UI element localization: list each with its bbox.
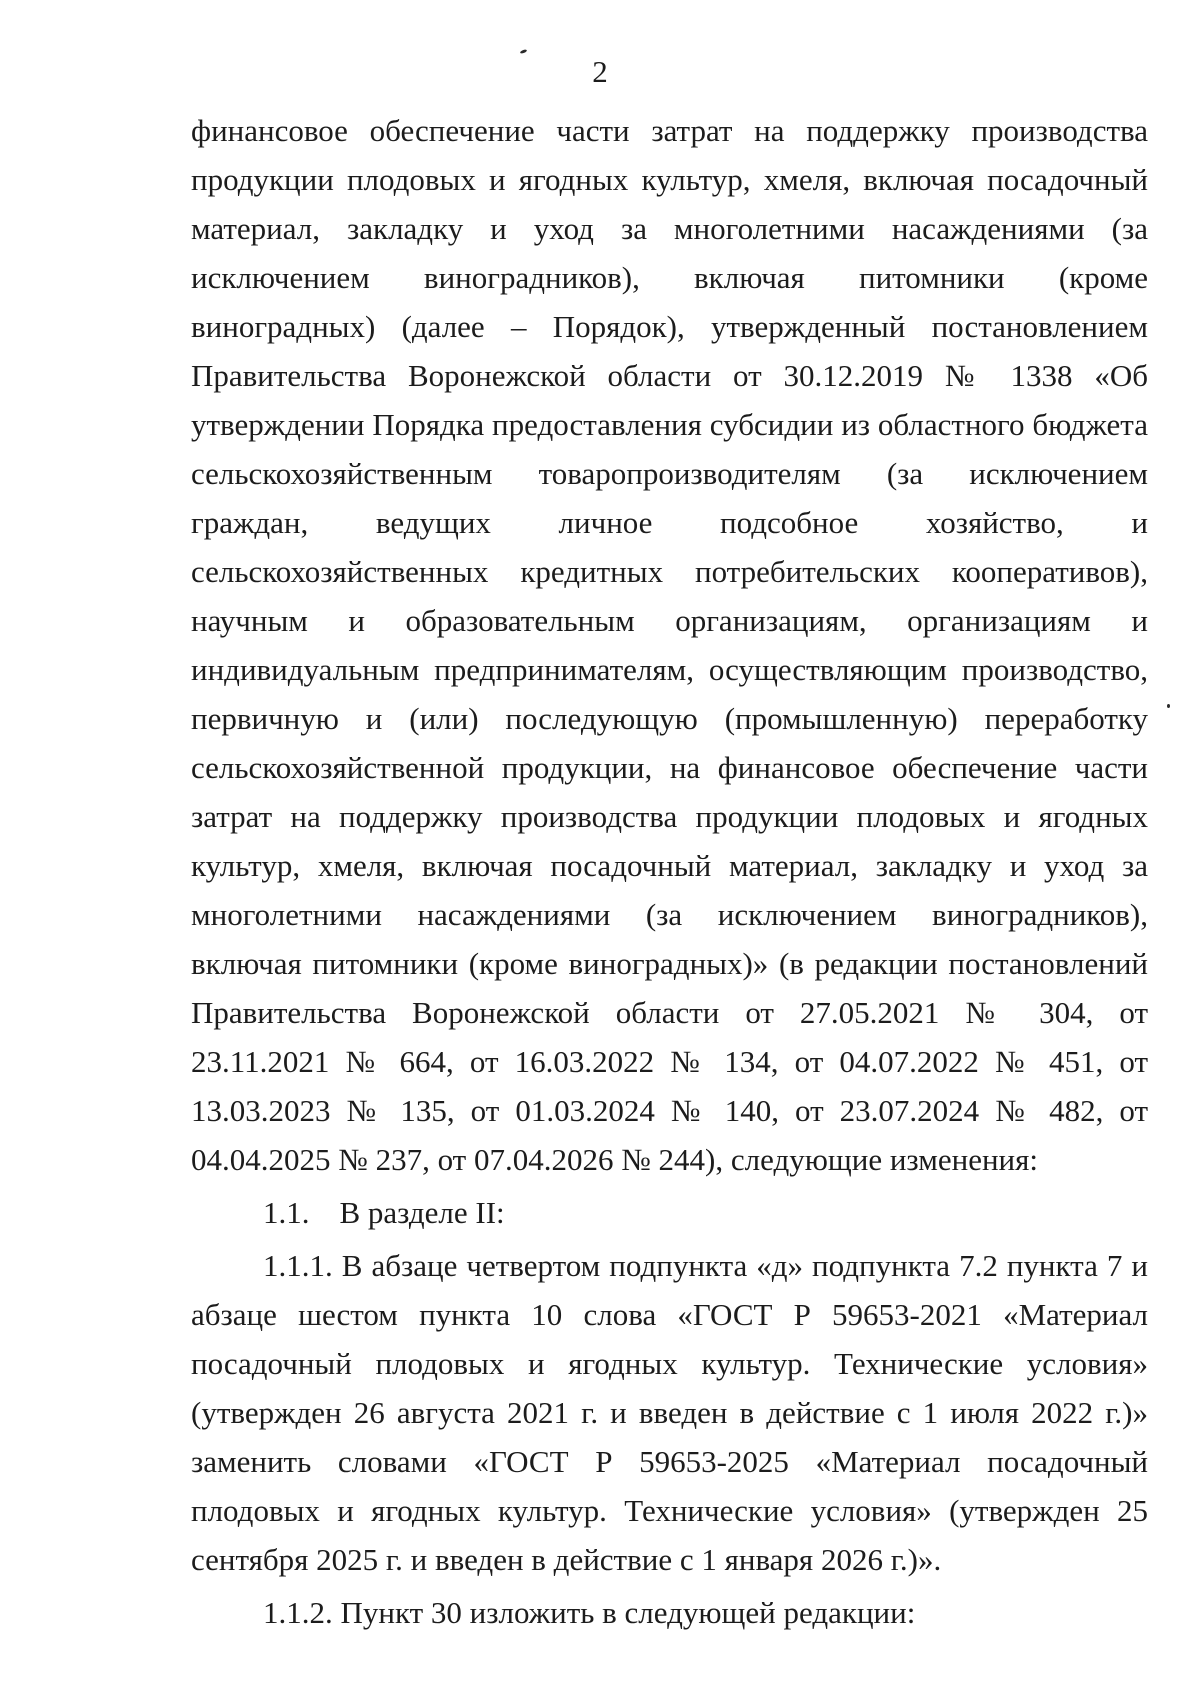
clause-1-1 [191, 1188, 1148, 1237]
clause-text: В разделе II: [339, 1195, 505, 1230]
page-number: 2 [592, 54, 608, 89]
document-body [191, 106, 1148, 1637]
clause-1-1-2: 1.1.2. Пункт 30 изложить в следующей редакции: [263, 1595, 916, 1630]
intro-paragraph: финансовое обеспечение части затрат на поддержку производства продукции плодовых и ягодных культур, хмеля, включая посадочный материал, закладку и уход за многолетними насаждениями (за исключением виноградников), включая питомники (кроме виноградных) (далее – Порядок), утвержденный постановлением Правительства Воронежской области от 30.12.2019 № 1338 «Об утверждении Порядка предоставления субсидии из областного бюджета сельскохозяйственным товаропроизводителям (за исключением граждан, ведущих личное подсобное хозяйство, и сельскохозяйственных кредитных потребительских кооперативов), научным и образовательным организациям, организациям и индивидуальным предпринимателям, осуществляющим производство, первичную и (или) последующую (промышленную) переработку сельскохозяйственной продукции, на финансовое обеспечение части затрат на поддержку производства продукции плодовых и ягодных культур, хмеля, включая посадочный материал, закладку и уход за многолетними насаждениями (за исключением виноградников), включая питомники (кроме виноградных)» (в редакции постановлений Правительства Воронежской области от 27.05.2021 № 304, от 23.11.2021 № 664, от 16.03.2022 № 134, от 04.07.2022 № 451, от 13.03.2023 № 135, от 01.03.2024 № 140, от 23.07.2024 № 482, от 04.04.2025 № 237, от 07.04.2026 № 244), следующие изменения: [191, 113, 1148, 1177]
clause-1-1-1: 1.1.1. В абзаце четвертом подпункта «д» подпункта 7.2 пункта 7 и абзаце шестом пункта 10 слова «ГОСТ Р 59653-2021 «Материал посадочный плодовых и ягодных культур. Технические условия» (утвержден 26 августа 2021 г. и введен в действие с 1 июля 2022 г.)» заменить словами «ГОСТ Р 59653-2025 «Материал посадочный плодовых и ягодных культур. Технические условия» (утвержден 25 сентября 2025 г. и введен в действие с 1 января 2026 г.)». [191, 1248, 1148, 1577]
clause-number: 1.1. [263, 1195, 310, 1230]
scan-speck [1167, 704, 1170, 708]
